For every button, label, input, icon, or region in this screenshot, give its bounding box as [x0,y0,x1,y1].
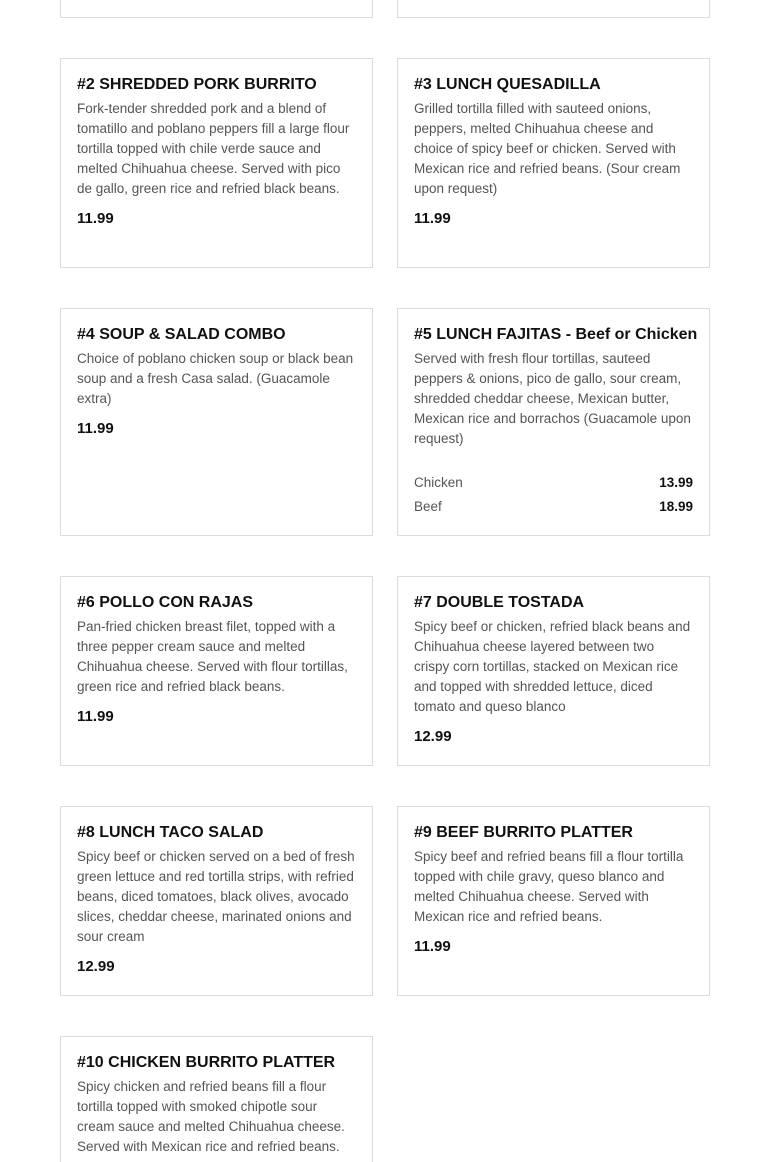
menu-card-double-tostada[interactable] [397,576,710,766]
option-price: 13.99 [659,475,693,490]
menu-item-title: #10 CHICKEN BURRITO PLATTER [77,1054,336,1071]
option-name: Beef [414,499,442,514]
menu-card-lunch-taco-salad[interactable] [60,806,373,996]
menu-card-previous-right[interactable] [397,0,710,18]
menu-item-description: Spicy chicken and refried beans fill a flour tortilla topped with smoked chipotle sour cream sauce and melted Chihuahua cheese. Served with Mexican rice and refried beans. [77,1079,345,1154]
menu-item-description: Choice of poblano chicken soup or black bean soup and a fresh Casa salad. (Guacamole extra) [77,351,354,406]
option-name: Chicken [414,475,463,490]
menu-item-price: 12.99 [77,958,115,975]
menu-item-description: Fork-tender shredded pork and a blend of tomatillo and poblano peppers fill a large flour tortilla topped with chile verde sauce and melted Chihuahua cheese. Served with pico de gallo, green rice and refried black beans. [77,101,350,196]
menu-item-price: 11.99 [414,938,451,955]
menu-card-previous-left[interactable] [60,0,373,18]
menu-item-option[interactable] [414,495,693,519]
menu-card-pollo-con-rajas[interactable] [60,576,373,766]
menu-item-description: Spicy beef or chicken, refried black beans and Chihuahua cheese layered between two crispy corn tortillas, stacked on Mexican rice and topped with shredded lettuce, diced tomato and queso blanco [414,619,691,714]
menu-item-price: 11.99 [414,210,451,227]
menu-card-soup-salad-combo[interactable] [60,308,373,536]
menu-item-title: #5 LUNCH FAJITAS - Beef or Chicken [414,326,698,343]
menu-item-options [414,471,693,519]
menu-item-title: #7 DOUBLE TOSTADA [414,594,585,611]
menu-item-title: #6 POLLO CON RAJAS [77,594,254,611]
menu-item-price: 11.99 [77,210,114,227]
menu-item-title: #4 SOUP & SALAD COMBO [77,326,286,343]
menu-card-chicken-burrito-platter[interactable] [60,1036,373,1162]
menu-item-description: Spicy beef or chicken served on a bed of fresh green lettuce and red tortilla strips, with refried beans, diced tomatoes, black olives, avocado slices, cheddar cheese, marinated onions and sour cream [77,849,355,944]
menu-item-price: 11.99 [77,420,114,437]
menu-card-shredded-pork-burrito[interactable] [60,58,373,268]
menu-item-description: Grilled tortilla filled with sauteed onions, peppers, melted Chihuahua cheese and choice of spicy beef or chicken. Served with Mexican rice and refried beans. (Sour cream upon request) [414,101,681,196]
menu-item-description: Spicy beef and refried beans fill a flour tortilla topped with chile gravy, queso blanco and melted Chihuahua cheese. Served with Mexican rice and refried beans. [414,849,684,924]
menu-card-beef-burrito-platter[interactable] [397,806,710,996]
menu-item-title: #3 LUNCH QUESADILLA [414,76,601,93]
menu-card-lunch-quesadilla[interactable] [397,58,710,268]
menu-card-lunch-fajitas[interactable] [397,308,710,536]
menu-item-title: #9 BEEF BURRITO PLATTER [414,824,633,841]
menu-item-price: 12.99 [414,728,452,745]
option-price: 18.99 [659,499,693,514]
menu-item-option[interactable] [414,471,693,495]
menu-item-price: 11.99 [77,708,114,725]
menu-item-description: Pan-fried chicken breast filet, topped with a three pepper cream sauce and melted Chihuahua cheese. Served with flour tortillas, green rice and refried black beans. [77,619,348,694]
menu-item-description: Served with fresh flour tortillas, sauteed peppers & onions, pico de gallo, sour cream, shredded cheddar cheese, Mexican butter, Mexican rice and borrachos (Guacamole upon request) [414,351,691,446]
menu-item-title: #8 LUNCH TACO SALAD [77,824,264,841]
menu-item-title: #2 SHREDDED PORK BURRITO [77,76,317,93]
